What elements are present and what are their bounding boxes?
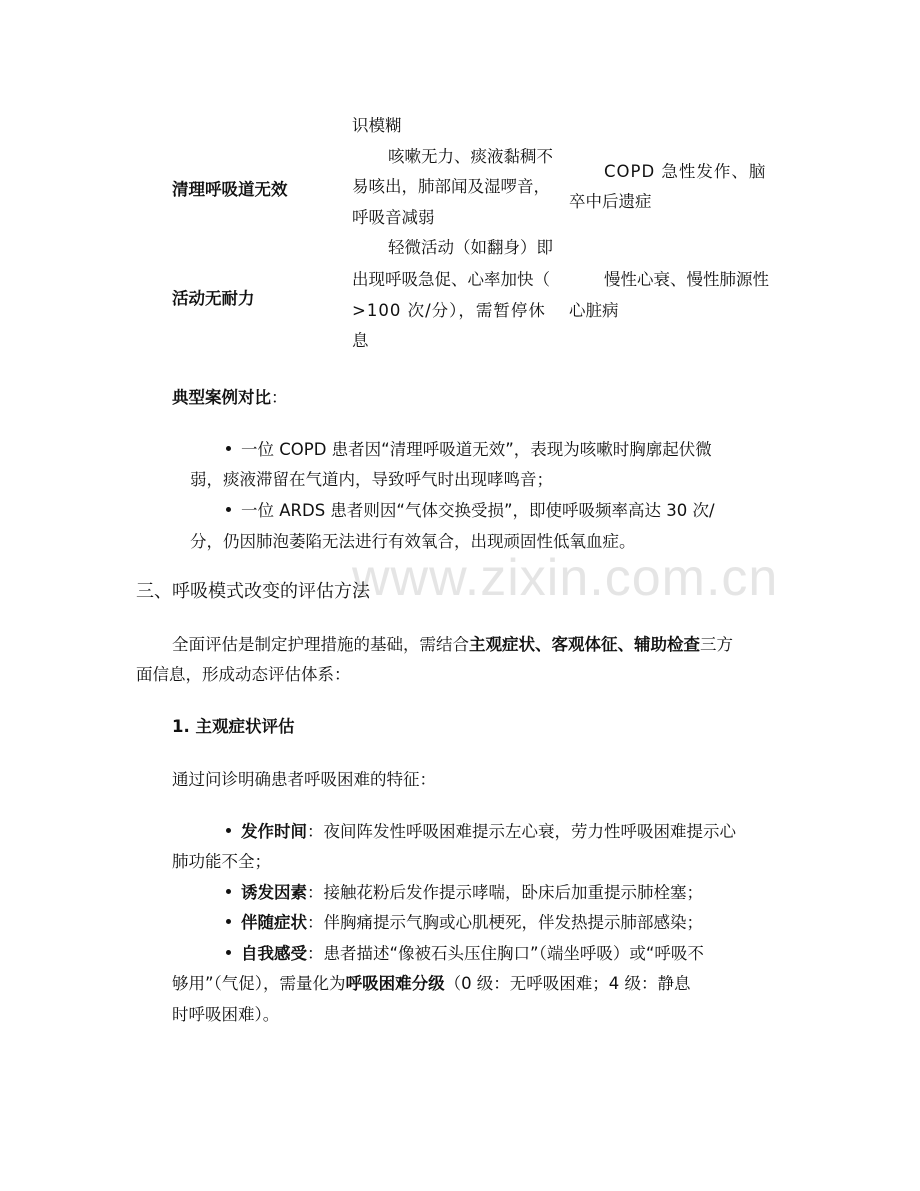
bullet-dot-icon — [226, 446, 231, 451]
intro-line-2: 面信息，形成动态评估体系： — [136, 665, 351, 684]
bullet-dot-icon — [226, 889, 231, 894]
table-cell-airway-desc-1: 咳嗽无力、痰液黏稠不 — [388, 147, 553, 166]
symptom-item-4-line2-post: （0 级：无呼吸困难；4 级：静息 — [444, 974, 691, 993]
intro-pre: 全面评估是制定护理措施的基础，需结合 — [172, 635, 469, 654]
bullet-dot-icon — [226, 919, 231, 924]
case-bullet-2-line-2: 分，仍因肺泡萎陷无法进行有效氧合，出现顽固性低氧血症。 — [190, 532, 636, 551]
case-heading — [172, 384, 288, 408]
symptom-item-4-line2-pre: 够用”（气促），需量化为 — [172, 974, 346, 993]
symptom-item-1-text: ：夜间阵发性呼吸困难提示左心衰，劳力性呼吸困难提示心 — [307, 822, 736, 841]
table-row-label-activity: 活动无耐力 — [172, 289, 255, 308]
case-bullet-2-line-1 — [226, 497, 715, 521]
bullet-dot-icon — [226, 507, 231, 512]
symptom-item-3 — [226, 909, 703, 933]
symptom-item-2-text: ：接触花粉后发作提示哮喘，卧床后加重提示肺栓塞； — [307, 883, 703, 902]
section-title: 三、呼吸模式改变的评估方法 — [136, 581, 370, 602]
intro-post: 三方 — [700, 635, 733, 654]
case-bullet-1-text: 一位 COPD 患者因“清理呼吸道无效”，表现为咳嗽时胸廓起伏微 — [241, 440, 712, 459]
subsection-title: 1. 主观症状评估 — [172, 717, 295, 736]
subsection-intro: 通过问诊明确患者呼吸困难的特征： — [172, 770, 436, 789]
watermark: www.zixin.com.cn — [352, 549, 779, 607]
symptom-item-4-term: 自我感受 — [241, 944, 307, 963]
symptom-item-2-term: 诱发因素 — [241, 883, 307, 902]
symptom-item-1-line-1 — [226, 818, 736, 842]
case-heading-bold: 典型案例对比 — [172, 388, 271, 407]
table-cell-airway-cause-2: 卒中后遗症 — [569, 192, 652, 211]
case-bullet-1-line-1 — [226, 436, 712, 460]
table-row-label-airway: 清理呼吸道无效 — [172, 180, 288, 199]
symptom-item-4-line2-bold: 呼吸困难分级 — [345, 974, 445, 993]
table-cell-activity-desc-4: 息 — [352, 331, 369, 350]
case-bullet-1-line-2: 弱，痰液滞留在气道内，导致呼气时出现哮鸣音； — [190, 470, 553, 489]
symptom-item-4-text: ：患者描述“像被石头压住胸口”（端坐呼吸）或“呼吸不 — [307, 944, 704, 963]
symptom-item-1-line-2: 肺功能不全； — [172, 852, 271, 871]
bullet-dot-icon — [226, 828, 231, 833]
case-heading-colon: ： — [271, 388, 288, 407]
symptom-item-4-line-3: 时呼吸困难）。 — [172, 1005, 280, 1024]
table-cell-activity-desc-3: >100 次/分），需暂停休 — [352, 301, 546, 320]
table-cell-fragment: 识模糊 — [352, 116, 402, 135]
table-cell-airway-cause-1: COPD 急性发作、脑 — [604, 162, 767, 181]
symptom-item-1-term: 发作时间 — [241, 822, 307, 841]
symptom-item-4-line-2 — [172, 970, 691, 994]
table-cell-activity-desc-1: 轻微活动（如翻身）即 — [388, 238, 553, 257]
intro-line-1 — [172, 631, 733, 655]
table-cell-airway-desc-2: 易咳出，肺部闻及湿啰音， — [352, 177, 550, 196]
table-cell-airway-desc-3: 呼吸音减弱 — [352, 208, 435, 227]
case-bullet-2-text: 一位 ARDS 患者则因“气体交换受损”，即使呼吸频率高达 30 次/ — [241, 501, 715, 520]
bullet-dot-icon — [226, 950, 231, 955]
symptom-item-4-line-1 — [226, 940, 704, 964]
table-cell-activity-cause-1: 慢性心衰、慢性肺源性 — [604, 270, 769, 289]
symptom-item-2 — [226, 879, 703, 903]
table-cell-activity-cause-2: 心脏病 — [569, 301, 619, 320]
intro-bold: 主观症状、客观体征、辅助检查 — [469, 635, 700, 654]
table-cell-activity-desc-2: 出现呼吸急促、心率加快（ — [352, 270, 550, 289]
symptom-item-3-text: ：伴胸痛提示气胸或心肌梗死，伴发热提示肺部感染； — [307, 913, 703, 932]
symptom-item-3-term: 伴随症状 — [241, 913, 307, 932]
